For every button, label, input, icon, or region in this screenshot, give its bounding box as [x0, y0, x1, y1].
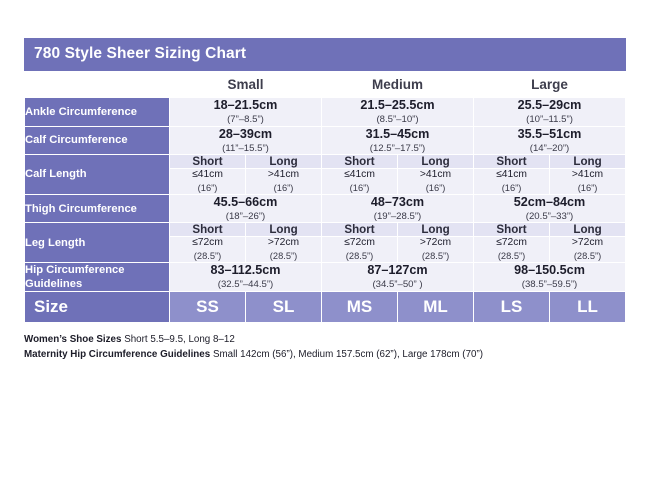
value-metric: >41cm — [419, 169, 452, 181]
value-metric: ≤72cm — [344, 237, 375, 249]
value-metric: ≤72cm — [496, 237, 527, 249]
subhead-small-long: Long — [246, 223, 322, 237]
value-metric: >72cm — [419, 237, 452, 249]
footnote-text: Short 5.5–9.5, Long 8–12 — [124, 334, 235, 346]
value-imperial: (10”–11.5”) — [526, 114, 573, 126]
value-imperial: (28.5”) — [269, 250, 298, 261]
table-size-row — [25, 291, 626, 322]
value-metric: 35.5–51cm — [517, 126, 582, 141]
value-imperial: (18”–26”) — [225, 210, 266, 222]
page-title: 780 Style Sheer Sizing Chart — [24, 38, 626, 71]
value-imperial: (16”) — [273, 182, 294, 193]
table-row — [25, 126, 626, 155]
subhead-small-long: Long — [246, 155, 322, 169]
row-label-hip-circumference-guidelines: Hip Circumference Guidelines — [25, 262, 170, 291]
value-imperial: (38.5”–59.5”) — [521, 279, 578, 291]
cell-thigh-large — [474, 194, 626, 223]
group-header-medium: Medium — [322, 71, 474, 98]
table-subhead-row-calf-length — [25, 155, 626, 169]
row-label-size: Size — [25, 291, 170, 322]
cell-calf-length-ms — [322, 169, 398, 195]
value-imperial: (16”) — [577, 182, 598, 193]
value-metric: ≤72cm — [192, 237, 223, 249]
table-group-header-row — [25, 71, 626, 98]
cell-thigh-small — [170, 194, 322, 223]
row-label-thigh-circumference: Thigh Circumference — [25, 194, 170, 223]
value-metric: 18–21.5cm — [213, 98, 278, 112]
value-metric: 98–150.5cm — [514, 263, 585, 278]
value-imperial: (16”) — [425, 182, 446, 193]
value-metric: 87–127cm — [367, 263, 428, 278]
value-imperial: (32.5”–44.5”) — [217, 279, 274, 291]
cell-ankle-medium — [322, 98, 474, 127]
value-metric: 52cm–84cm — [513, 194, 586, 209]
value-metric: 48–73cm — [370, 194, 425, 209]
value-imperial: (34.5”–50” ) — [372, 279, 423, 291]
value-imperial: (28.5”) — [573, 250, 602, 261]
size-code-ms: MS — [322, 291, 398, 322]
cell-calf-length-sl — [246, 169, 322, 195]
value-metric: ≤41cm — [496, 169, 527, 181]
value-metric: 21.5–25.5cm — [360, 98, 435, 112]
value-metric: >72cm — [267, 237, 300, 249]
footnote-maternity-hip — [24, 347, 626, 362]
group-header-large: Large — [474, 71, 626, 98]
value-imperial: (16”) — [349, 182, 370, 193]
value-imperial: (20.5”–33”) — [525, 210, 574, 222]
footnote-shoe-sizes — [24, 332, 626, 347]
cell-ankle-small — [170, 98, 322, 127]
table-row — [25, 194, 626, 223]
value-imperial: (14”–20”) — [529, 142, 570, 154]
value-metric: ≤41cm — [192, 169, 223, 181]
subhead-medium-short: Short — [322, 155, 398, 169]
value-imperial: (12.5”–17.5”) — [369, 142, 426, 154]
cell-hip-large — [474, 262, 626, 291]
cell-calf-circ-small — [170, 126, 322, 155]
value-imperial: (28.5”) — [345, 250, 374, 261]
value-metric: >41cm — [267, 169, 300, 181]
value-imperial: (7”–8.5”) — [227, 114, 264, 126]
cell-calf-circ-large — [474, 126, 626, 155]
subhead-small-short: Short — [170, 223, 246, 237]
subhead-medium-long: Long — [398, 223, 474, 237]
cell-calf-length-ls — [474, 169, 550, 195]
subhead-medium-long: Long — [398, 155, 474, 169]
size-code-ll: LL — [550, 291, 626, 322]
sizing-chart-table — [24, 71, 626, 323]
cell-calf-length-ss — [170, 169, 246, 195]
value-metric: >72cm — [571, 237, 604, 249]
value-imperial: (28.5”) — [497, 250, 526, 261]
subhead-large-long: Long — [550, 223, 626, 237]
table-row — [25, 262, 626, 291]
cell-leg-length-ms — [322, 237, 398, 263]
footnotes — [24, 332, 626, 362]
row-label-leg-length: Leg Length — [25, 223, 170, 263]
value-metric: >41cm — [571, 169, 604, 181]
cell-leg-length-sl — [246, 237, 322, 263]
subhead-small-short: Short — [170, 155, 246, 169]
cell-leg-length-ll — [550, 237, 626, 263]
cell-calf-circ-medium — [322, 126, 474, 155]
value-imperial: (28.5”) — [193, 250, 222, 261]
value-imperial: (28.5”) — [421, 250, 450, 261]
subhead-large-short: Short — [474, 155, 550, 169]
size-code-ls: LS — [474, 291, 550, 322]
value-metric: 31.5–45cm — [365, 126, 430, 141]
value-imperial: (16”) — [197, 182, 218, 193]
value-metric: 45.5–66cm — [213, 194, 278, 209]
cell-calf-length-ll — [550, 169, 626, 195]
value-imperial: (11”–15.5”) — [222, 142, 269, 154]
footnote-text: Small 142cm (56”), Medium 157.5cm (62”), Large 178cm (70”) — [212, 349, 483, 361]
value-imperial: (16”) — [501, 182, 522, 193]
footnote-label: Maternity Hip Circumference Guidelines — [24, 349, 211, 361]
row-label-calf-length: Calf Length — [25, 155, 170, 195]
group-header-blank — [25, 71, 170, 98]
value-metric: 25.5–29cm — [517, 98, 582, 112]
cell-leg-length-ls — [474, 237, 550, 263]
subhead-large-short: Short — [474, 223, 550, 237]
value-imperial: (19”–28.5”) — [373, 210, 422, 222]
cell-thigh-medium — [322, 194, 474, 223]
group-header-small: Small — [170, 71, 322, 98]
size-code-ml: ML — [398, 291, 474, 322]
cell-leg-length-ss — [170, 237, 246, 263]
cell-hip-medium — [322, 262, 474, 291]
cell-hip-small — [170, 262, 322, 291]
size-code-sl: SL — [246, 291, 322, 322]
table-subhead-row-leg-length — [25, 223, 626, 237]
subhead-medium-short: Short — [322, 223, 398, 237]
row-label-ankle-circumference: Ankle Circumference — [25, 98, 170, 127]
row-label-calf-circumference: Calf Circumference — [25, 126, 170, 155]
size-code-ss: SS — [170, 291, 246, 322]
value-imperial: (8.5”–10”) — [376, 114, 419, 126]
cell-calf-length-ml — [398, 169, 474, 195]
value-metric: ≤41cm — [344, 169, 375, 181]
value-metric: 83–112.5cm — [210, 263, 281, 278]
cell-leg-length-ml — [398, 237, 474, 263]
footnote-label: Women’s Shoe Sizes — [24, 334, 122, 346]
table-row — [25, 98, 626, 127]
subhead-large-long: Long — [550, 155, 626, 169]
cell-ankle-large — [474, 98, 626, 127]
value-metric: 28–39cm — [218, 126, 273, 141]
